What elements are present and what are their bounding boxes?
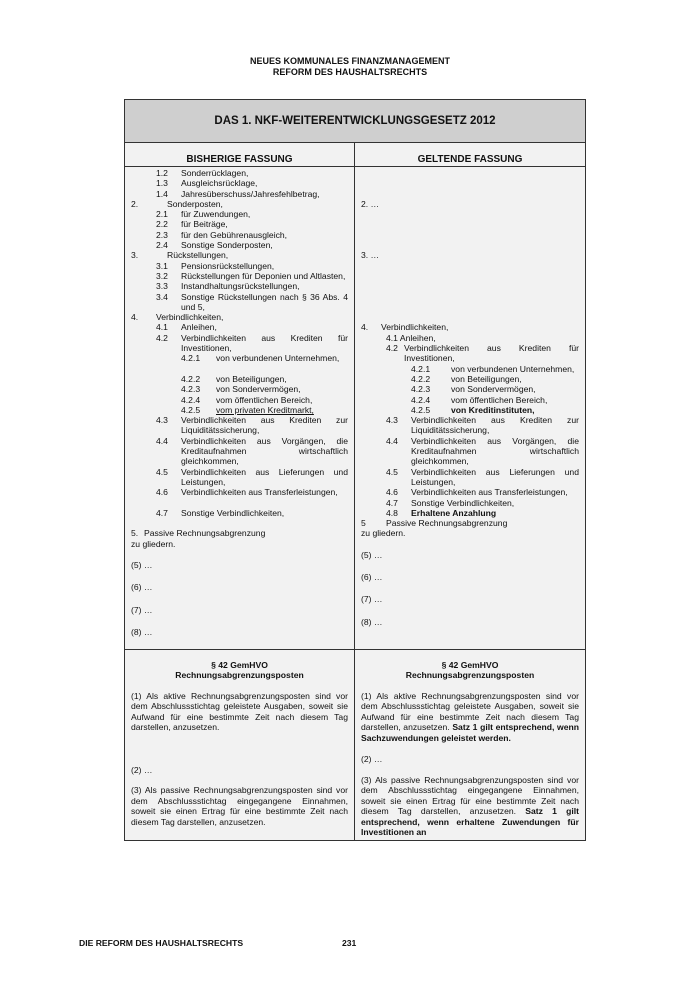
- section-paragraph-3: (3) Als passive Rechnungsabgrenzungsposten sind vor dem Abschlussstichtag eingegangene Einnahmen, soweit sie einen Ertrag für eine bestimmte Zeit nach diesem Tag darstellen, anzusetzen.: [131, 785, 348, 827]
- section-paragraph-1: (1) Als aktive Rechnungsabgrenzungsposten sind vor dem Abschlussstichtag geleistete Ausgaben, soweit sie Aufwand für eine bestimmte Zeit nach diesem Tag darstellen, anzusetzen.: [131, 690, 348, 733]
- header-line-2: REFORM DES HAUSHALTSRECHTS: [272, 67, 428, 77]
- paragraph-5: (5) …: [131, 559, 153, 570]
- list-item: 4. Verbindlichkeiten,: [361, 322, 449, 333]
- section-42-previous: [125, 650, 355, 840]
- list-item: 2.4 Sonstige Sonderposten,: [156, 240, 273, 251]
- list-item: 3. …: [361, 250, 380, 261]
- list-item: 4.2.2 von Beteiligungen,: [411, 373, 522, 384]
- list-item: 1.4 Jahresüberschuss/Jahresfehlbetrag,: [156, 188, 320, 199]
- paragraph-7: (7) …: [361, 594, 383, 605]
- list-item: 4.7 Sonstige Verbindlichkeiten,: [156, 507, 285, 518]
- list-item: 2.2 für Beiträge,: [156, 219, 228, 230]
- list-item: 4.7 Sonstige Verbindlichkeiten,: [386, 497, 515, 508]
- list-item: 1.2 Sonderrücklagen,: [156, 168, 249, 178]
- list-item: 1.3 Ausgleichsrücklage,: [156, 178, 258, 189]
- section-42-current: [355, 650, 585, 840]
- list-item: 4.1 Anleihen,: [386, 332, 436, 343]
- comparison-table: [124, 99, 586, 841]
- column-header-current: GELTENDE FASSUNG: [361, 143, 579, 168]
- list-item: 4.4 Verbindlichkeiten aus Vorgängen, die Kreditaufnahmen wirtschaftlich gleichkommen,: [386, 435, 579, 467]
- list-item: 4.2 Verbindlichkeiten aus Krediten für Investitionen,: [156, 332, 348, 354]
- list-item: 4.5 Verbindlichkeiten aus Lieferungen und Leistungen,: [386, 466, 579, 487]
- section-title: § 42 GemHVO Rechnungsabgrenzungsposten: [405, 660, 535, 681]
- table-columns: [125, 143, 585, 649]
- list-item: 3.4 Sonstige Rückstellungen nach § 36 Abs. 4 und 5,: [156, 291, 348, 312]
- list-item: 4.2.5 vom privaten Kreditmarkt,: [181, 404, 314, 415]
- list-item: 4.6 Verbindlichkeiten aus Transferleistungen,: [386, 487, 568, 498]
- list-item: 4.2 Verbindlichkeiten aus Krediten für Investitionen,: [386, 343, 579, 364]
- list-item: 4.2.1 von verbundenen Unternehmen,: [411, 363, 575, 374]
- section-paragraph-1: (1) Als aktive Rechnungsabgrenzungsposten sind vor dem Abschlussstichtag geleistete Ausgaben, soweit sie Aufwand für eine bestimmte Zeit nach diesem Tag darstellen, anzusetzen. Satz 1 gilt entsprechend, wenn Sachzuwendungen geleistet werden.: [361, 690, 579, 743]
- spacer: [361, 168, 579, 199]
- section-paragraph-2: (2) …: [361, 754, 383, 765]
- list-item: 4.2.4 vom öffentlichen Bereich,: [181, 394, 313, 405]
- list-item: 2.3 für den Gebührenausgleich,: [156, 229, 288, 240]
- list-item: 4.2.3 von Sondervermögen,: [411, 384, 536, 395]
- page-header: [0, 56, 700, 78]
- list-item: 5. Passive Rechnungsabgrenzung: [131, 528, 266, 539]
- list-item: 4. Verbindlichkeiten,: [131, 312, 224, 323]
- list-item: 4.2.2 von Beteiligungen,: [181, 373, 287, 384]
- list-item: 4.8 Erhaltene Anzahlung: [386, 507, 497, 518]
- closing-text: zu gliedern.: [361, 528, 406, 539]
- list-item: 2. Sonderposten,: [131, 198, 223, 209]
- list-item: 4.3 Verbindlichkeiten aus Krediten zur Liquiditätssicherung,: [156, 415, 348, 436]
- list-item: 4.1 Anleihen,: [156, 322, 217, 333]
- column-previous-version: [125, 143, 355, 649]
- paragraph-6: (6) …: [131, 582, 153, 593]
- table-banner: DAS 1. NKF-WEITERENTWICKLUNGSGESETZ 2012: [125, 100, 585, 143]
- list-item: 3.1 Pensionsrückstellungen,: [156, 260, 275, 271]
- list-item: 4.2.5 von Kreditinstituten,: [411, 404, 535, 415]
- list-item: 4.5 Verbindlichkeiten aus Lieferungen und Leistungen,: [156, 466, 348, 487]
- list-item: 3.3 Instandhaltungsrückstellungen,: [156, 281, 300, 292]
- list-item: 3.2 Rückstellungen für Deponien und Altlasten,: [156, 270, 346, 281]
- column-header-previous: BISHERIGE FASSUNG: [131, 143, 348, 168]
- section-paragraph-2: (2) …: [131, 764, 153, 775]
- list-item: 4.2.1 von verbundenen Unternehmen,: [181, 353, 340, 364]
- section-title: § 42 GemHVO Rechnungsabgrenzungsposten: [175, 660, 304, 681]
- paragraph-8: (8) …: [131, 626, 153, 637]
- footer-title: DIE REFORM DES HAUSHALTSRECHTS: [79, 938, 244, 948]
- list-item: 2. …: [361, 198, 380, 209]
- section-paragraph-3: (3) Als passive Rechnungsabgrenzungsposten sind vor dem Abschlussstichtag eingegangene Einnahmen, soweit sie einen Ertrag für eine bestimmte Zeit nach diesem Tag darstellen, anzusetzen. Satz 1 gilt entsprechend, wenn erhaltene Zuwendungen für Investitionen an: [361, 774, 580, 838]
- paragraph-8: (8) …: [361, 616, 383, 627]
- column-current-version: [355, 143, 585, 649]
- list-item: 4.4 Verbindlichkeiten aus Vorgängen, die Kreditaufnahmen wirtschaftlich gleichkommen,: [156, 435, 348, 467]
- list-item: 2.1 für Zuwendungen,: [156, 209, 251, 220]
- list-item: 4.2.3 von Sondervermögen,: [181, 384, 301, 395]
- list-item: 3. Rückstellungen,: [131, 250, 229, 261]
- paragraph-6: (6) …: [361, 572, 383, 582]
- section-42: [125, 649, 585, 840]
- paragraph-7: (7) …: [131, 604, 153, 615]
- header-line-1: NEUES KOMMUNALES FINANZMANAGEMENT: [250, 56, 450, 66]
- list-item: 4.6 Verbindlichkeiten aus Transferleistungen,: [156, 487, 338, 498]
- list-item: 4.2.4 vom öffentlichen Bereich,: [411, 394, 548, 405]
- paragraph-5: (5) …: [361, 549, 383, 560]
- closing-text: zu gliedern.: [131, 538, 176, 549]
- list-item: 4.3 Verbindlichkeiten aus Krediten zur Liquiditätssicherung,: [386, 415, 579, 436]
- page-number: 231: [342, 938, 357, 948]
- list-item: 5 Passive Rechnungsabgrenzung: [361, 518, 508, 529]
